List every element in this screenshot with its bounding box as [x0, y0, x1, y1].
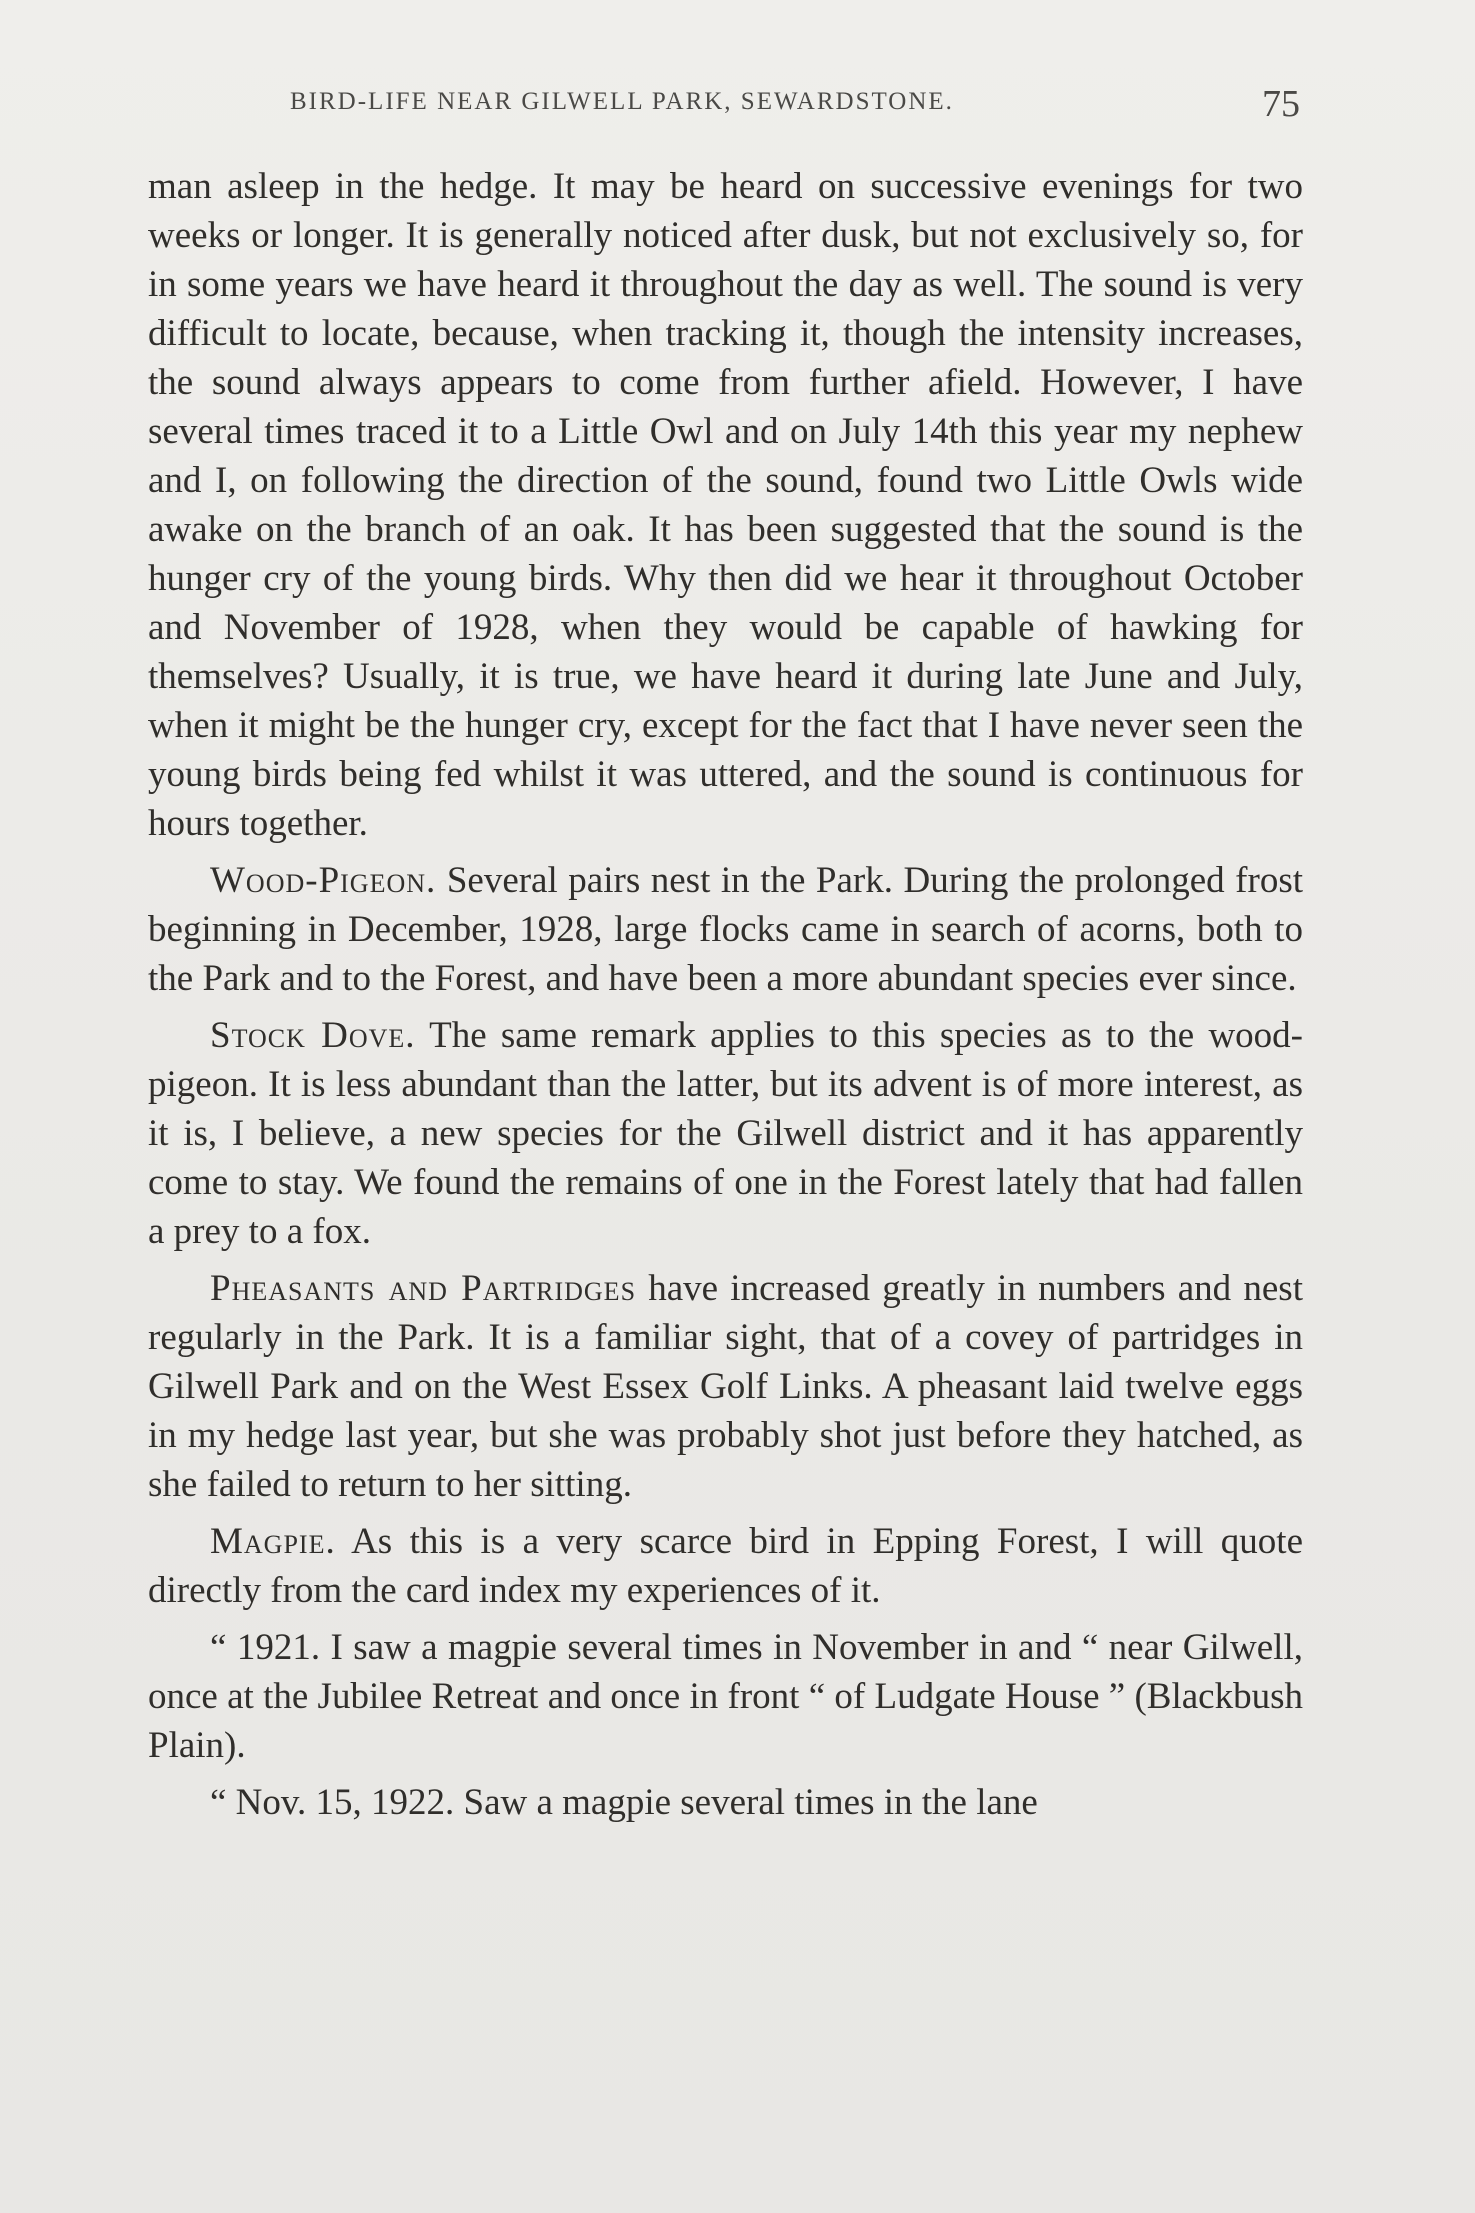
running-title: BIRD-LIFE NEAR GILWELL PARK, SEWARDSTONE.	[290, 88, 954, 115]
paragraph-stock-dove	[148, 1011, 1303, 1256]
quote-1921: “ 1921. I saw a magpie several times in November in and “ near Gilwell, once at the Jubilee Retreat and once in front “ of Ludgate House ” (Blackbush Plain).	[148, 1627, 1303, 1766]
species-heading-pheasants-partridges: Pheasants and Partridges	[210, 1268, 637, 1309]
paragraph-text: have increased greatly in numbers and nest regularly in the Park. It is a familiar sight, that of a covey of partridges in Gilwell Park and on the West Essex Golf Links. A pheasant laid twelve eggs in my hedge last year, but she was probably shot just before they hatched, as she failed to return to her sitting.	[148, 1268, 1303, 1505]
species-heading-magpie: Magpie.	[210, 1521, 336, 1562]
paragraph-text: Several pairs nest in the Park. During the prolonged frost beginning in December, 1928, large flocks came in search of acorns, both to the Park and to the Forest, and have been a more abundant species ever since.	[148, 860, 1303, 999]
paragraph-wood-pigeon	[148, 856, 1303, 1003]
species-heading-stock-dove: Stock Dove.	[210, 1015, 416, 1056]
paragraph-pheasants-partridges	[148, 1264, 1303, 1509]
page-number: 75	[1262, 83, 1300, 125]
quote-1922: “ Nov. 15, 1922. Saw a magpie several times in the lane	[210, 1782, 1038, 1823]
paragraph-little-owl-continued: man asleep in the hedge. It may be heard on successive evenings for two weeks or longer. It is generally noticed after dusk, but not exclusively so, for in some years we have heard it throughout the day as well. The sound is very difficult to locate, because, when tracking it, though the intensity increases, the sound always appears to come from further afield. However, I have several times traced it to a Little Owl and on July 14th this year my nephew and I, on following the direction of the sound, found two Little Owls wide awake on the branch of an oak. It has been suggested that the sound is the hunger cry of the young birds. Why then did we hear it throughout October and November of 1928, when they would be capable of hawking for themselves? Usually, it is true, we have heard it during late June and July, when it might be the hunger cry, except for the fact that I have never seen the young birds being fed whilst it was uttered, and the sound is continuous for hours together.	[148, 166, 1303, 844]
species-heading-wood-pigeon: Wood-Pigeon.	[210, 860, 437, 901]
paragraph-text: As this is a very scarce bird in Epping Forest, I will quote directly from the card index my experiences of it.	[148, 1521, 1303, 1611]
paragraph-magpie	[148, 1517, 1303, 1615]
body-text	[148, 162, 1303, 1835]
paragraph-text: The same remark applies to this species as to the wood-pigeon. It is less abundant than the latter, but its advent is of more interest, as it is, I believe, a new species for the Gilwell district and it has apparently come to stay. We found the remains of one in the Forest lately that had fallen a prey to a fox.	[148, 1015, 1303, 1252]
